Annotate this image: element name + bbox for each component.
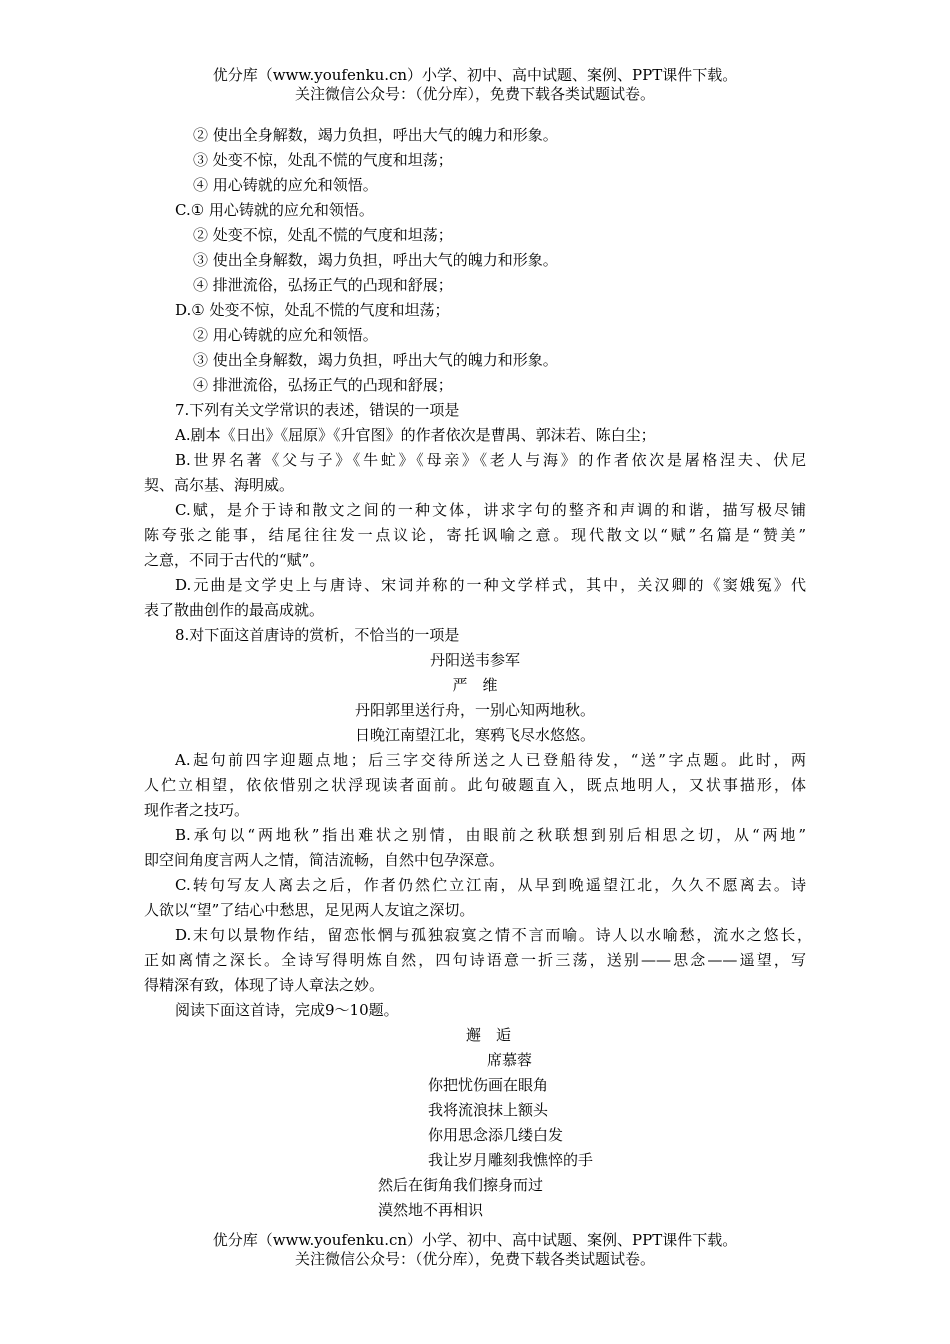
q8-option-a-line-1: A.起句前四字迎题点地；后三字交待所送之人已登船待发，“送”字点题。此时，两 (175, 751, 806, 769)
poem-1-line-2: 日晚江南望江北，寒鸦飞尽水悠悠。 (354, 726, 595, 744)
poem-2-line-1: 你把忧伤画在眼角 (428, 1076, 549, 1094)
poem-2-title: 邂 逅 (466, 1026, 512, 1044)
q7-option-c-line-2: 陈夸张之能事，结尾往往发一点议论，寄托讽喻之意。现代散文以“赋”名篇是“赞美” (144, 526, 806, 544)
q8-option-b-line-2: 即空间角度言两人之情，简洁流畅，自然中包孕深意。 (144, 851, 505, 869)
poem-1-author: 严 维 (452, 676, 498, 694)
q8-option-d-line-1: D.末句以景物作结，留恋怅惘与孤独寂寞之情不言而喻。诗人以水喻愁，流水之悠长， (175, 926, 812, 944)
q8-option-d-line-2: 正如离情之深长。全诗写得明炼自然，四句诗语意一折三荡，送别——思念——遥望，写 (144, 951, 806, 969)
q8-option-b-line-1: B.承句以“两地秋”指出难状之别情，由眼前之秋联想到别后相思之切，从“两地” (175, 826, 806, 844)
poem-2-line-4: 我让岁月雕刻我憔悴的手 (428, 1151, 594, 1169)
q7-option-b-line-1: B.世界名著《父与子》《牛虻》《母亲》《老人与海》的作者依次是屠格涅夫、伏尼 (175, 451, 806, 469)
q7-option-c-line-3: 之意，不同于古代的“赋”。 (144, 551, 325, 569)
q7-option-a: A.剧本《日出》《屈原》《升官图》的作者依次是曹禺、郭沫若、陈白尘； (175, 426, 656, 444)
poem-2-line-6: 漠然地不再相识 (378, 1201, 484, 1219)
option-d-item-4: ④ 排泄流俗，弘扬正气的凸现和舒展； (193, 376, 453, 394)
option-c-item-2: ② 处变不惊，处乱不慌的气度和坦荡； (193, 226, 453, 244)
option-d-item-2: ② 用心铸就的应允和领悟。 (193, 326, 378, 344)
poem-1-title: 丹阳送韦参军 (429, 651, 520, 669)
reading-instruction: 阅读下面这首诗，完成9～10题。 (175, 1001, 399, 1019)
option-b-item-2: ② 使出全身解数，竭力负担，呼出大气的魄力和形象。 (193, 126, 558, 144)
option-c-item-3: ③ 使出全身解数，竭力负担，呼出大气的魄力和形象。 (193, 251, 558, 269)
option-d-item-1: D.① 处变不惊，处乱不慌的气度和坦荡； (175, 301, 450, 319)
q8-option-d-line-3: 得精深有致，体现了诗人章法之妙。 (144, 976, 385, 994)
poem-2-line-2: 我将流浪抹上额头 (428, 1101, 549, 1119)
poem-2-line-3: 你用思念添几缕白发 (428, 1126, 564, 1144)
footer-line-2: 关注微信公众号：（优分库），免费下载各类试题试卷。 (294, 1250, 655, 1268)
option-b-item-3: ③ 处变不惊，处乱不慌的气度和坦荡； (193, 151, 453, 169)
q7-option-c-line-1: C.赋，是介于诗和散文之间的一种文体，讲求字句的整齐和声调的和谐，描写极尽铺 (175, 501, 806, 519)
option-b-item-4: ④ 用心铸就的应允和领悟。 (193, 176, 378, 194)
footer-line-1: 优分库（www.youfenku.cn）小学、初中、高中试题、案例、PPT课件下载。 (212, 1231, 738, 1249)
page-header (0, 66, 950, 104)
header-line-2: 关注微信公众号：（优分库），免费下载各类试题试卷。 (294, 85, 655, 103)
q7-option-b-line-2: 契、高尔基、海明威。 (144, 476, 295, 494)
q7-option-d-line-2: 表了散曲创作的最高成就。 (144, 601, 325, 619)
q8-option-c-line-2: 人欲以“望”了结心中愁思，足见两人友谊之深切。 (144, 901, 475, 919)
header-line-1: 优分库（www.youfenku.cn）小学、初中、高中试题、案例、PPT课件下载。 (212, 66, 738, 84)
q7-option-d-line-1: D.元曲是文学史上与唐诗、宋词并称的一种文学样式，其中，关汉卿的《窦娥冤》代 (175, 576, 806, 594)
poem-2-line-5: 然后在街角我们擦身而过 (378, 1176, 544, 1194)
page-footer (0, 1231, 950, 1269)
question-8-stem: 8.对下面这首唐诗的赏析，不恰当的一项是 (175, 626, 460, 644)
poem-1-line-1: 丹阳郭里送行舟，一别心知两地秋。 (354, 701, 595, 719)
poem-2-author: 席慕蓉 (487, 1051, 533, 1069)
q8-option-a-line-2: 人伫立相望，依依惜别之状浮现读者面前。此句破题直入，既点地明人，又状事描形，体 (144, 776, 806, 794)
option-c-item-4: ④ 排泄流俗，弘扬正气的凸现和舒展； (193, 276, 453, 294)
q8-option-c-line-1: C.转句写友人离去之后，作者仍然伫立江南，从早到晚遥望江北，久久不愿离去。诗 (175, 876, 806, 894)
option-d-item-3: ③ 使出全身解数，竭力负担，呼出大气的魄力和形象。 (193, 351, 558, 369)
q8-option-a-line-3: 现作者之技巧。 (144, 801, 250, 819)
option-c-item-1: C.① 用心铸就的应允和领悟。 (175, 201, 374, 219)
question-7-stem: 7.下列有关文学常识的表述，错误的一项是 (175, 401, 460, 419)
